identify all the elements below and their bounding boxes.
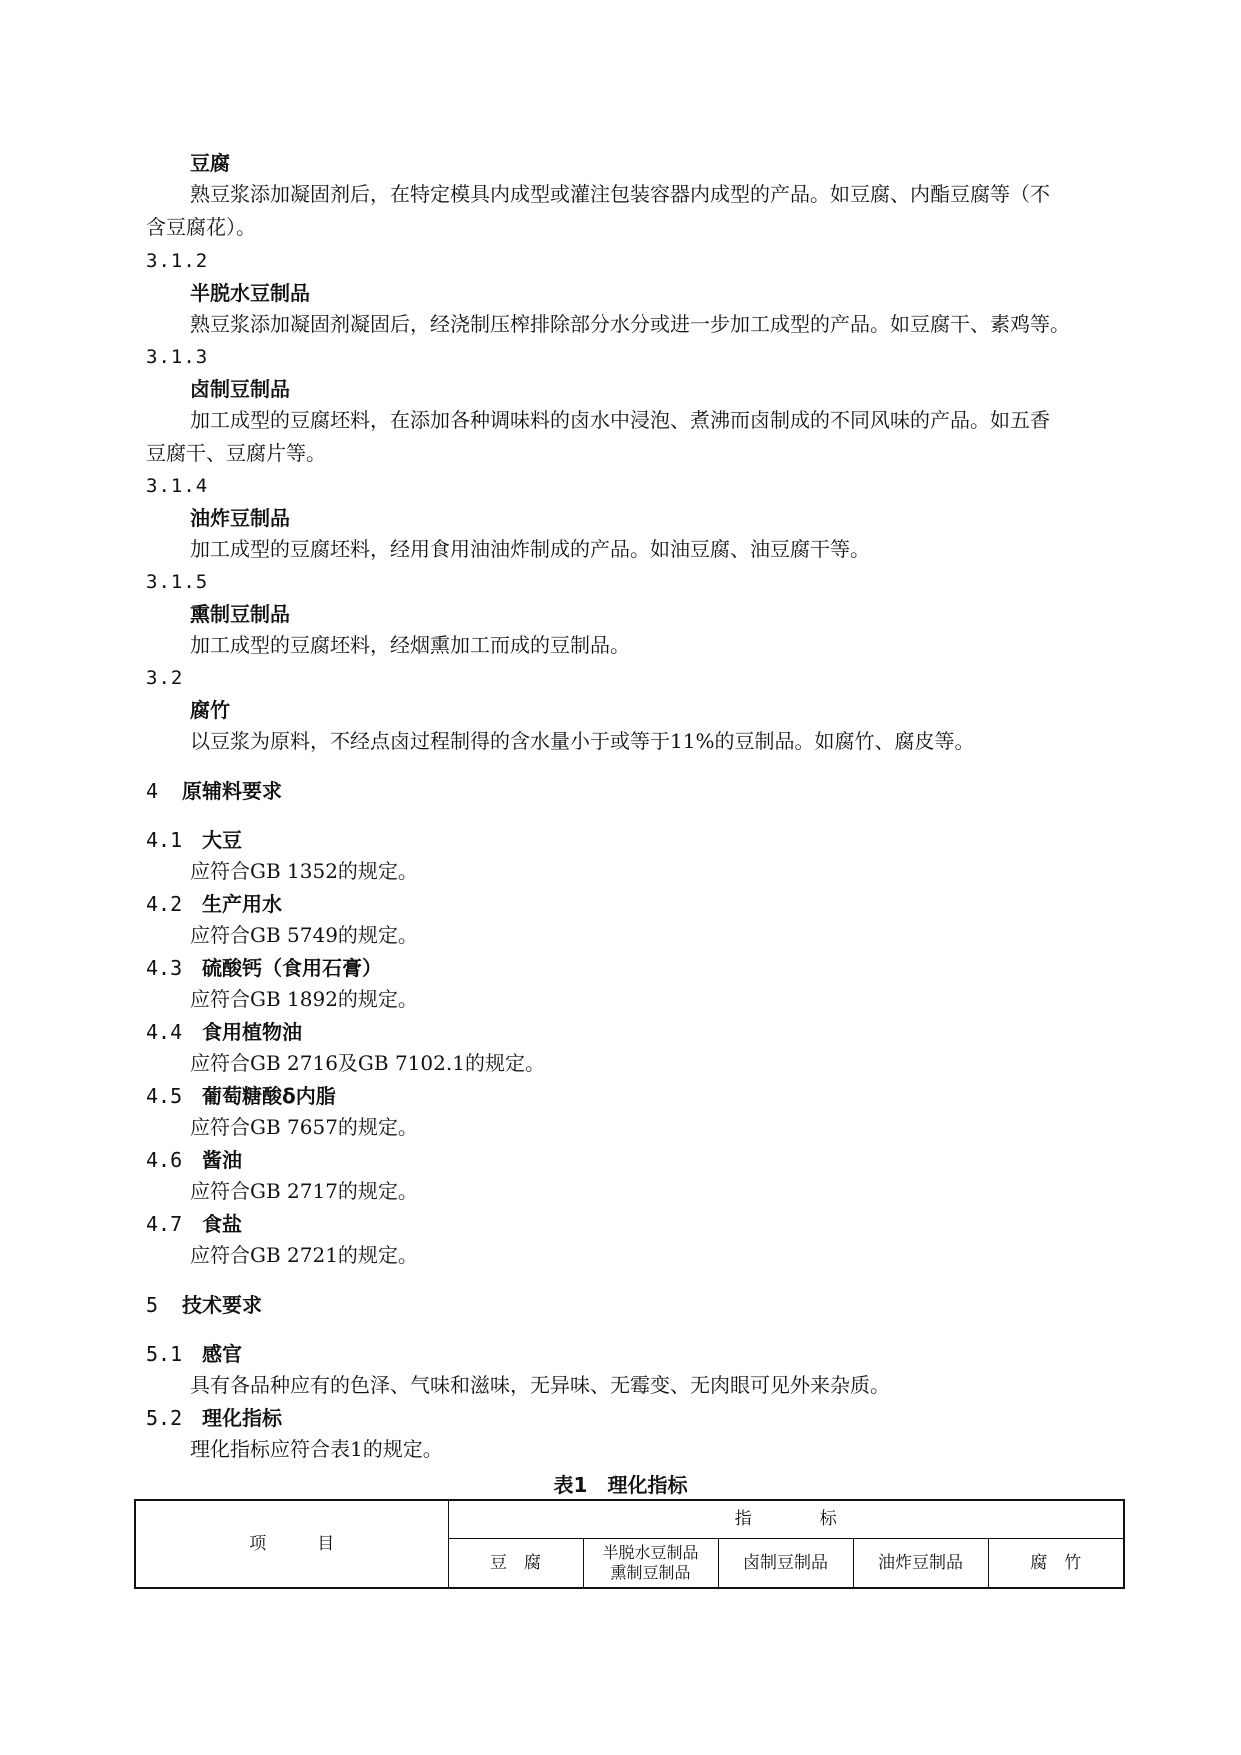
term-braised: 卤制豆制品: [190, 377, 290, 401]
term-fried: 油炸豆制品: [190, 506, 290, 530]
clause-heading: 4.3 硫酸钙（食用石膏）: [146, 956, 382, 980]
table-column-header: 半脱水豆制品 熏制豆制品: [583, 1538, 718, 1588]
table-column-header: 腐 竹: [988, 1538, 1124, 1588]
clause-number: 3.1.4: [146, 475, 209, 497]
clause-heading: 4.5 葡萄糖酸δ内脂: [146, 1084, 336, 1108]
clause-text: 具有各品种应有的色泽、气味和滋味，无异味、无霉变、无肉眼可见外来杂质。: [190, 1373, 890, 1397]
table-column-header: 卤制豆制品: [718, 1538, 853, 1588]
definition-fried: 加工成型的豆腐坯料，经用食用油油炸制成的产品。如油豆腐、油豆腐干等。: [190, 537, 870, 561]
clause-number: 3.2: [146, 667, 184, 689]
clause-heading: 4.1 大豆: [146, 828, 242, 852]
clause-text: 理化指标应符合表1的规定。: [190, 1437, 443, 1461]
table-column-header: 豆 腐: [448, 1538, 583, 1588]
physicochemical-table: [134, 1499, 1125, 1589]
definition-yuba: 以豆浆为原料，不经点卤过程制得的含水量小于或等于11%的豆制品。如腐竹、腐皮等。: [190, 729, 975, 753]
clause-text: 应符合GB 2721的规定。: [190, 1243, 418, 1267]
clause-heading: 5.1 感官: [146, 1342, 242, 1366]
section-heading: 5 技术要求: [146, 1293, 262, 1317]
clause-text: 应符合GB 2717的规定。: [190, 1179, 418, 1203]
clause-number: 3.1.2: [146, 250, 209, 272]
definition-braised-line1: 加工成型的豆腐坯料，在添加各种调味料的卤水中浸泡、煮沸而卤制成的不同风味的产品。如五香: [190, 408, 1050, 432]
clause-heading: 4.7 食盐: [146, 1212, 242, 1236]
clause-heading: 4.4 食用植物油: [146, 1020, 302, 1044]
section-heading: 4 原辅料要求: [146, 779, 282, 803]
table-header-indicator: 指 标: [448, 1500, 1124, 1538]
term-yuba: 腐竹: [190, 698, 230, 722]
clause-number: 3.1.3: [146, 346, 209, 368]
term-tofu: 豆腐: [190, 151, 230, 175]
definition-braised-line2: 豆腐干、豆腐片等。: [146, 441, 326, 465]
clause-text: 应符合GB 5749的规定。: [190, 923, 418, 947]
clause-text: 应符合GB 2716及GB 7102.1的规定。: [190, 1051, 545, 1075]
clause-heading: 4.2 生产用水: [146, 892, 282, 916]
clause-number: 3.1.5: [146, 571, 209, 593]
table-column-header: 油炸豆制品: [853, 1538, 988, 1588]
clause-text: 应符合GB 7657的规定。: [190, 1115, 418, 1139]
definition-tofu-line1: 熟豆浆添加凝固剂后，在特定模具内成型或灌注包装容器内成型的产品。如豆腐、内酯豆腐等（不: [190, 182, 1050, 206]
definition-tofu-line2: 含豆腐花）。: [146, 215, 256, 239]
definition-smoked: 加工成型的豆腐坯料，经烟熏加工而成的豆制品。: [190, 633, 630, 657]
clause-heading: 5.2 理化指标: [146, 1406, 282, 1430]
table-header-item: 项 目: [135, 1500, 448, 1588]
clause-text: 应符合GB 1352的规定。: [190, 859, 418, 883]
term-smoked: 熏制豆制品: [190, 602, 290, 626]
table-caption: 表1 理化指标: [553, 1473, 688, 1497]
clause-heading: 4.6 酱油: [146, 1148, 242, 1172]
definition-semi-dehydrated: 熟豆浆添加凝固剂凝固后，经浇制压榨排除部分水分或进一步加工成型的产品。如豆腐干、素鸡等。: [190, 312, 1070, 336]
clause-text: 应符合GB 1892的规定。: [190, 987, 418, 1011]
term-semi-dehydrated: 半脱水豆制品: [190, 281, 310, 305]
